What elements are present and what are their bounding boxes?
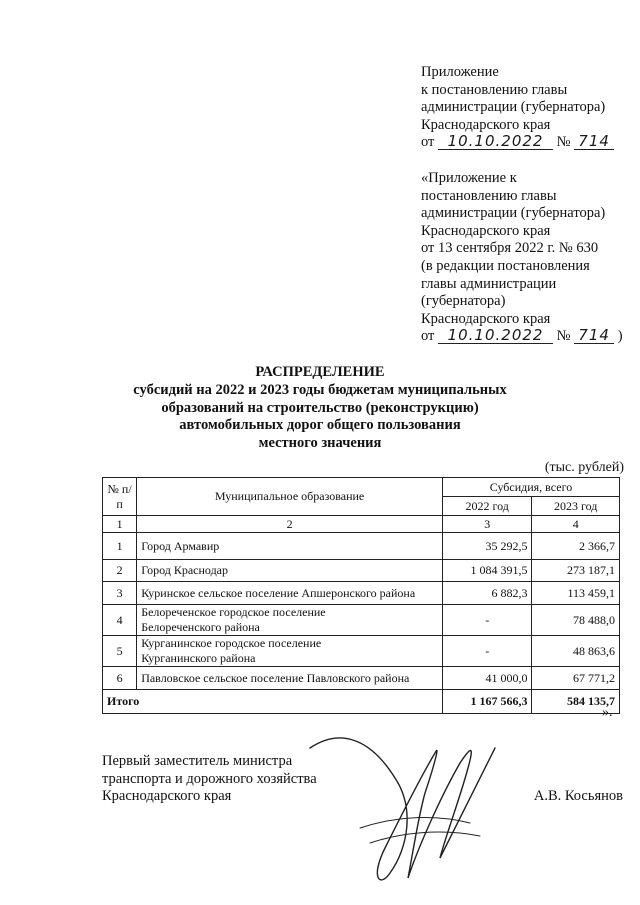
row-name-line: Белореченского района xyxy=(141,620,260,634)
row-number: 5 xyxy=(103,636,137,667)
table-row xyxy=(103,605,620,636)
units-label: (тыс. рублей) xyxy=(544,460,624,475)
row-2022: 35 292,5 xyxy=(442,533,532,560)
header-2022: 2022 год xyxy=(442,497,532,516)
appendix-line: к постановлению главы xyxy=(421,81,568,98)
row-number: 4 xyxy=(103,605,137,636)
index-cell: 2 xyxy=(137,516,443,533)
index-cell: 1 xyxy=(103,516,137,533)
row-2023: 67 771,2 xyxy=(532,667,620,690)
close-paren: ) xyxy=(617,328,623,345)
quote-line: главы администрации xyxy=(421,275,557,292)
row-2023: 113 459,1 xyxy=(532,582,620,605)
table-row xyxy=(103,560,620,582)
position-line: Краснодарского края xyxy=(102,788,232,804)
row-name: Город Армавир xyxy=(137,533,443,560)
row-number: 2 xyxy=(103,560,137,582)
title-line: РАСПРЕДЕЛЕНИЕ xyxy=(255,364,385,380)
index-cell: 3 xyxy=(442,516,532,533)
header-2023: 2023 год xyxy=(532,497,620,516)
row-name: Павловское сельское поселение Павловского района xyxy=(137,667,443,690)
table-row xyxy=(103,667,620,690)
row-number: 3 xyxy=(103,582,137,605)
row-name: Куринское сельское поселение Апшеронского района xyxy=(137,582,443,605)
title-line: автомобильных дорог общего пользования xyxy=(179,417,461,434)
quote-line: Краснодарского края xyxy=(421,222,551,239)
date-prefix: от xyxy=(421,328,435,345)
total-2023: 584 135,7 xyxy=(532,690,620,714)
handwritten-date: 10.10.2022 xyxy=(438,134,553,150)
appendix-line: администрации (губернатора) xyxy=(421,99,606,116)
number-prefix: № xyxy=(556,134,571,151)
header-num: № п/п xyxy=(103,478,137,516)
date-prefix: от xyxy=(421,134,435,151)
row-name xyxy=(137,605,443,636)
appendix-date-line xyxy=(421,134,631,152)
appendix-line: Краснодарского края xyxy=(421,116,551,133)
quote-line: (губернатора) xyxy=(421,293,506,310)
row-name-line: Курганинского района xyxy=(141,651,256,665)
quote-line: от 13 сентября 2022 г. № 630 xyxy=(421,240,599,257)
row-2023: 78 488,0 xyxy=(532,605,620,636)
handwritten-number: 714 xyxy=(574,328,614,344)
quote-line: Краснодарского края xyxy=(421,310,551,327)
row-number: 1 xyxy=(103,533,137,560)
position-line: транспорта и дорожного хозяйства xyxy=(102,770,317,787)
row-2022: - xyxy=(442,605,532,636)
title-line: образований на строительство (реконструкцию) xyxy=(161,399,479,416)
row-number: 6 xyxy=(103,667,137,690)
row-2023: 2 366,7 xyxy=(532,533,620,560)
row-name: Город Краснодар xyxy=(137,560,443,582)
row-name-line: Курганинское городское поселение xyxy=(141,636,322,650)
number-prefix: № xyxy=(556,328,571,345)
closing-mark: ». xyxy=(602,705,613,720)
table-row xyxy=(103,636,620,667)
index-row xyxy=(103,516,620,533)
quote-line: администрации (губернатора) xyxy=(421,205,606,222)
row-2022: 1 084 391,5 xyxy=(442,560,532,582)
row-name-line: Белореченское городское поселение xyxy=(141,605,326,619)
header-name: Муниципальное образование xyxy=(137,478,443,516)
signature-image xyxy=(300,708,510,898)
total-2022: 1 167 566,3 xyxy=(442,690,532,714)
signer-name: А.В. Косьянов xyxy=(533,788,623,804)
index-cell: 4 xyxy=(532,516,620,533)
quote-line: (в редакции постановления xyxy=(421,257,590,274)
row-2022: 41 000,0 xyxy=(442,667,532,690)
header-subsidy: Субсидия, всего xyxy=(442,478,619,497)
document-title xyxy=(120,364,520,453)
total-label: Итого xyxy=(103,690,443,714)
row-2022: 6 882,3 xyxy=(442,582,532,605)
row-2022: - xyxy=(442,636,532,667)
row-2023: 48 863,6 xyxy=(532,636,620,667)
row-2023: 273 187,1 xyxy=(532,560,620,582)
quote-date-line xyxy=(421,328,631,346)
signature-block xyxy=(102,753,317,806)
subsidy-table xyxy=(102,477,620,714)
handwritten-date: 10.10.2022 xyxy=(438,328,553,344)
title-line: субсидий на 2022 и 2023 годы бюджетам муниципальных xyxy=(133,381,507,398)
appendix-line: Приложение xyxy=(421,64,499,80)
handwritten-number: 714 xyxy=(574,134,614,150)
quote-line: постановлению главы xyxy=(421,187,557,204)
position-line: Первый заместитель министра xyxy=(102,753,293,769)
table-row xyxy=(103,582,620,605)
appendix-header xyxy=(421,64,631,346)
quote-line: «Приложение к xyxy=(421,169,517,186)
row-name xyxy=(137,636,443,667)
title-line: местного значения xyxy=(258,435,382,452)
table-row xyxy=(103,533,620,560)
